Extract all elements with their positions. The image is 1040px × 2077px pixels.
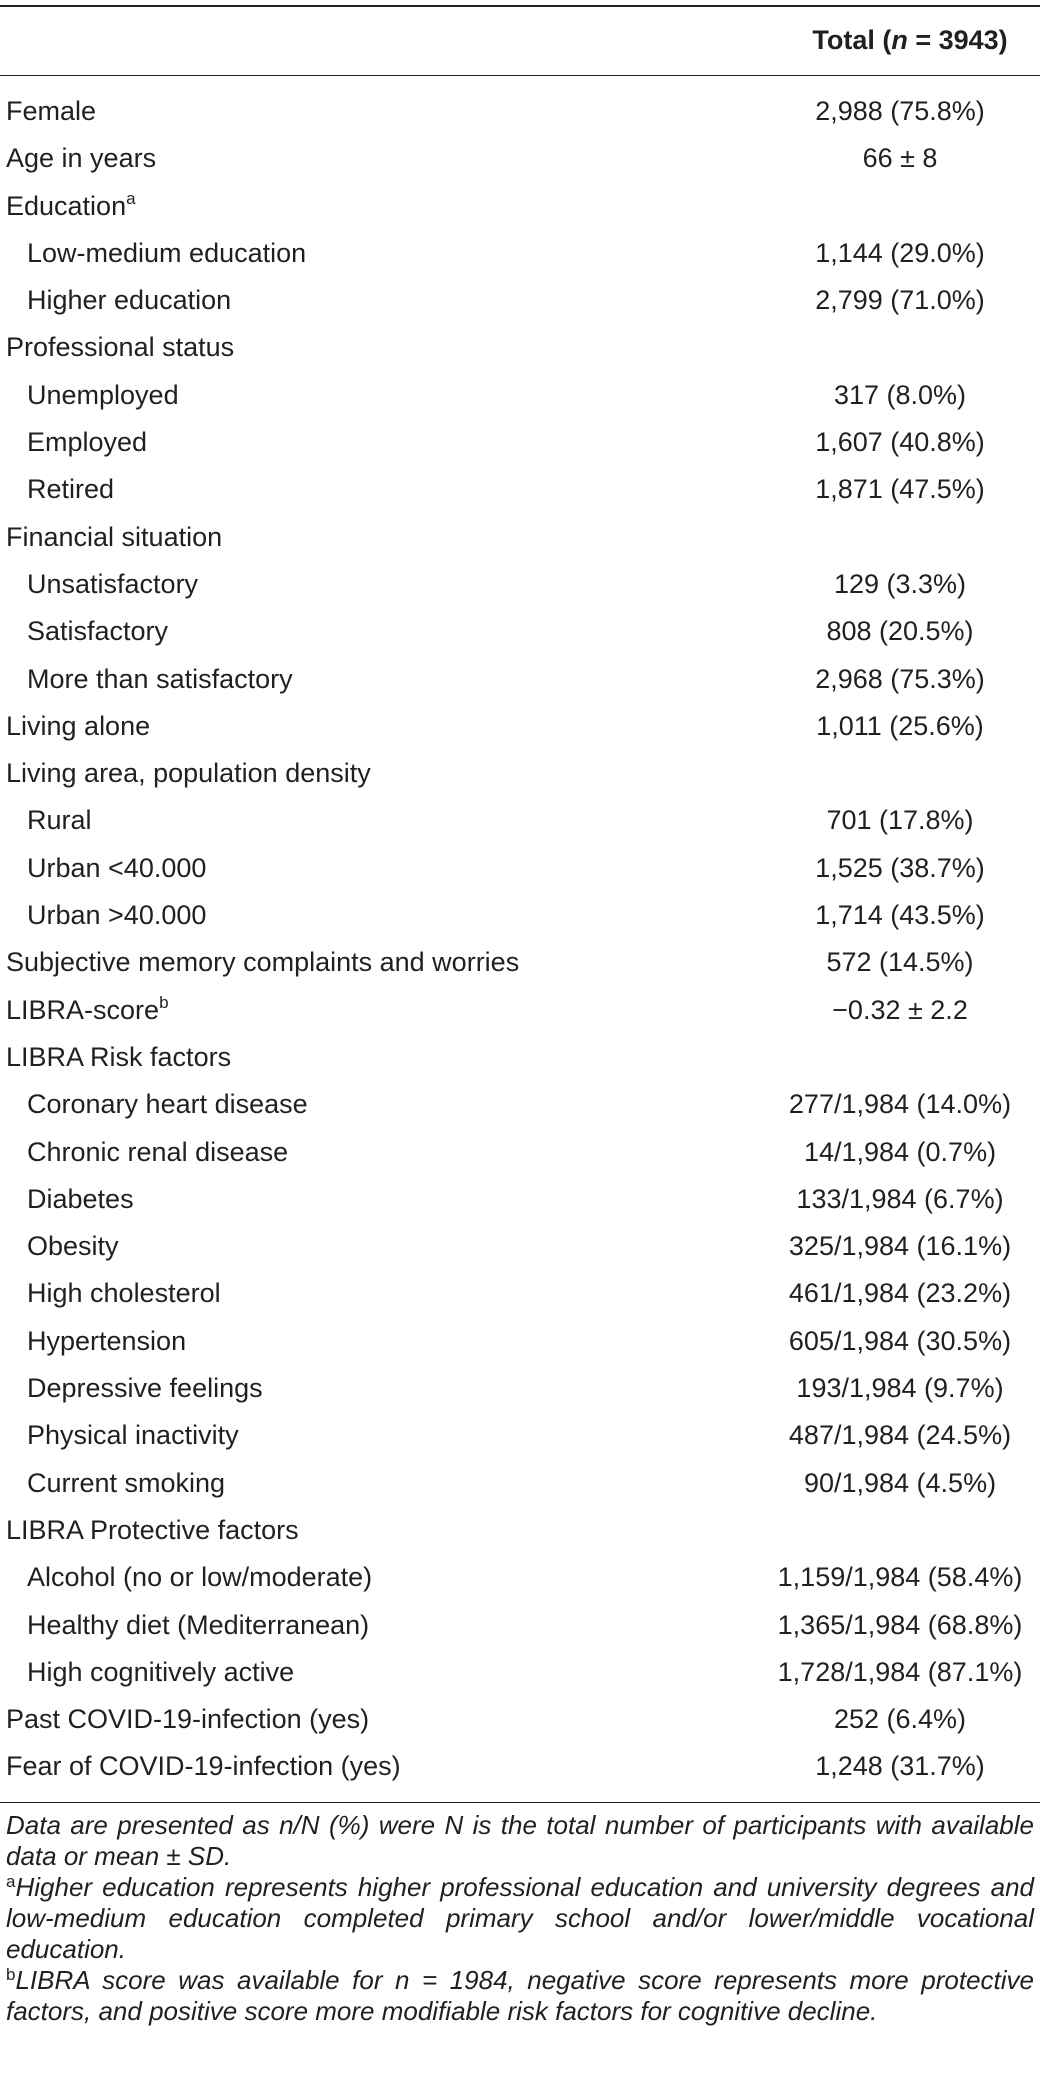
row-value: 1,525 (38.7%) (815, 852, 985, 883)
footnote-marker: b (6, 1965, 16, 1984)
table-row (0, 1176, 1040, 1223)
row-value: 1,159/1,984 (58.4%) (777, 1562, 1023, 1593)
row-value: 14/1,984 (0.7%) (803, 1136, 997, 1167)
table-row (0, 1270, 1040, 1317)
row-label: Living area, population density (6, 758, 371, 789)
table-row (0, 1129, 1040, 1176)
row-value: 1,248 (31.7%) (815, 1751, 985, 1782)
table-row (0, 1223, 1040, 1270)
table-footnotes (6, 1810, 1034, 2027)
table-bottom-rule (0, 1802, 1040, 1803)
row-value: 1,871 (47.5%) (815, 474, 985, 505)
table-row (0, 1696, 1040, 1743)
table-row (0, 1507, 1040, 1554)
table-row (0, 561, 1040, 608)
column-header-total: Total (n = 3943) (812, 25, 1008, 55)
table-row (0, 797, 1040, 844)
row-value: 317 (8.0%) (833, 379, 967, 410)
row-label: Higher education (27, 285, 232, 316)
row-value: 1,365/1,984 (68.8%) (777, 1609, 1023, 1640)
row-label: Living alone (6, 710, 151, 741)
row-label: LIBRA-score$^b$ (6, 992, 169, 1025)
row-label: Subjective memory complaints and worries (6, 947, 520, 978)
row-value: 1,714 (43.5%) (815, 900, 985, 931)
row-value: 66 ± 8 (862, 143, 938, 174)
table-row (0, 230, 1040, 277)
table-row (0, 1412, 1040, 1459)
row-label: Employed (27, 427, 148, 458)
row-value: 252 (6.4%) (833, 1704, 967, 1735)
row-label: LIBRA Protective factors (6, 1514, 299, 1545)
row-label: Rural (27, 805, 92, 836)
footnote-marker: a (126, 188, 136, 208)
row-label: Alcohol (no or low/moderate) (27, 1562, 373, 1593)
row-value: 1,144 (29.0%) (815, 237, 985, 268)
table-row (0, 514, 1040, 561)
row-label: Coronary heart disease (27, 1089, 308, 1120)
row-value: 129 (3.3%) (833, 568, 967, 599)
table-row (0, 703, 1040, 750)
row-value: −0.32 ± 2.2 (832, 994, 968, 1025)
row-label: Healthy diet (Mediterranean) (27, 1609, 370, 1640)
row-label: Urban >40.000 (27, 900, 207, 931)
table-row (0, 656, 1040, 703)
row-label: Fear of COVID-19-infection (yes) (6, 1751, 401, 1782)
row-label: High cholesterol (27, 1278, 221, 1309)
table-body (0, 88, 1040, 1791)
row-label: Chronic renal disease (27, 1136, 289, 1167)
table-row (0, 183, 1040, 230)
row-value: 277/1,984 (14.0%) (788, 1089, 1012, 1120)
row-value: 1,607 (40.8%) (815, 427, 985, 458)
table-row (0, 1743, 1040, 1790)
row-label: Satisfactory (27, 616, 169, 647)
table-row (0, 1554, 1040, 1601)
row-value: 90/1,984 (4.5%) (803, 1467, 997, 1498)
row-value: 2,988 (75.8%) (815, 96, 985, 126)
row-label: Obesity (27, 1231, 119, 1262)
table-row (0, 608, 1040, 655)
table-row (0, 1034, 1040, 1081)
row-label: Past COVID-19-infection (yes) (6, 1704, 370, 1735)
table-row (0, 419, 1040, 466)
footnote: $^b$LIBRA score was available for n = 1984, negative score represents more protective factors, and positive score more modifiable risk factors for cognitive decline. (6, 1965, 1034, 2026)
table-row (0, 1460, 1040, 1507)
table-row (0, 88, 1040, 135)
table-row (0, 892, 1040, 939)
table-row (0, 1081, 1040, 1128)
footnote: $^a$Higher education represents higher professional education and university degrees and low-medium education completed primary school and/or lower/middle vocational education. (6, 1872, 1034, 1964)
row-label: LIBRA Risk factors (6, 1041, 232, 1072)
row-label: Depressive feelings (27, 1373, 263, 1404)
table-row (0, 1318, 1040, 1365)
row-value: 2,968 (75.3%) (815, 663, 985, 694)
header-rule (0, 75, 1040, 76)
row-value: 572 (14.5%) (826, 947, 974, 978)
table-top-rule (0, 5, 1040, 7)
row-label: Retired (27, 474, 115, 505)
table-row (0, 750, 1040, 797)
row-label: Physical inactivity (27, 1420, 239, 1451)
table-row (0, 135, 1040, 182)
table-row (0, 1602, 1040, 1649)
row-value: 325/1,984 (16.1%) (788, 1231, 1012, 1262)
footnote-marker: a (6, 1872, 16, 1891)
row-value: 461/1,984 (23.2%) (788, 1278, 1012, 1309)
row-value: 1,011 (25.6%) (816, 710, 984, 741)
row-label: High cognitively active (27, 1656, 295, 1687)
row-value: 193/1,984 (9.7%) (796, 1373, 1004, 1404)
row-label: Diabetes (27, 1183, 134, 1214)
table-row (0, 1649, 1040, 1696)
row-label: More than satisfactory (27, 663, 293, 694)
table-row (0, 987, 1040, 1034)
row-label: Urban <40.000 (27, 852, 207, 883)
table-row (0, 466, 1040, 513)
table-row (0, 324, 1040, 371)
footnote: Data are presented as n/N (%) were N is the total number of participants with available data or mean ± SD. (6, 1810, 1034, 1871)
row-label: Low-medium education (27, 237, 307, 268)
row-label: Age in years (6, 143, 157, 174)
row-value: 487/1,984 (24.5%) (788, 1420, 1012, 1451)
row-label: Financial situation (6, 521, 223, 552)
row-label: Hypertension (27, 1325, 187, 1356)
footnote-marker: b (159, 992, 169, 1012)
row-label: Education$^a$ (6, 188, 136, 221)
row-value: 133/1,984 (6.7%) (796, 1183, 1004, 1214)
row-value: 605/1,984 (30.5%) (788, 1325, 1012, 1356)
row-value: 808 (20.5%) (826, 616, 974, 647)
table-row (0, 277, 1040, 324)
row-value: 701 (17.8%) (826, 805, 974, 836)
table-row (0, 939, 1040, 986)
row-label: Unsatisfactory (27, 568, 199, 599)
row-label: Unemployed (27, 379, 179, 410)
row-value: 2,799 (71.0%) (815, 285, 985, 316)
table-row (0, 845, 1040, 892)
row-value: 1,728/1,984 (87.1%) (777, 1656, 1023, 1687)
row-label: Current smoking (27, 1467, 226, 1498)
row-label: Professional status (6, 332, 235, 363)
table-row (0, 372, 1040, 419)
row-label: Female (6, 96, 97, 126)
table-row (0, 1365, 1040, 1412)
